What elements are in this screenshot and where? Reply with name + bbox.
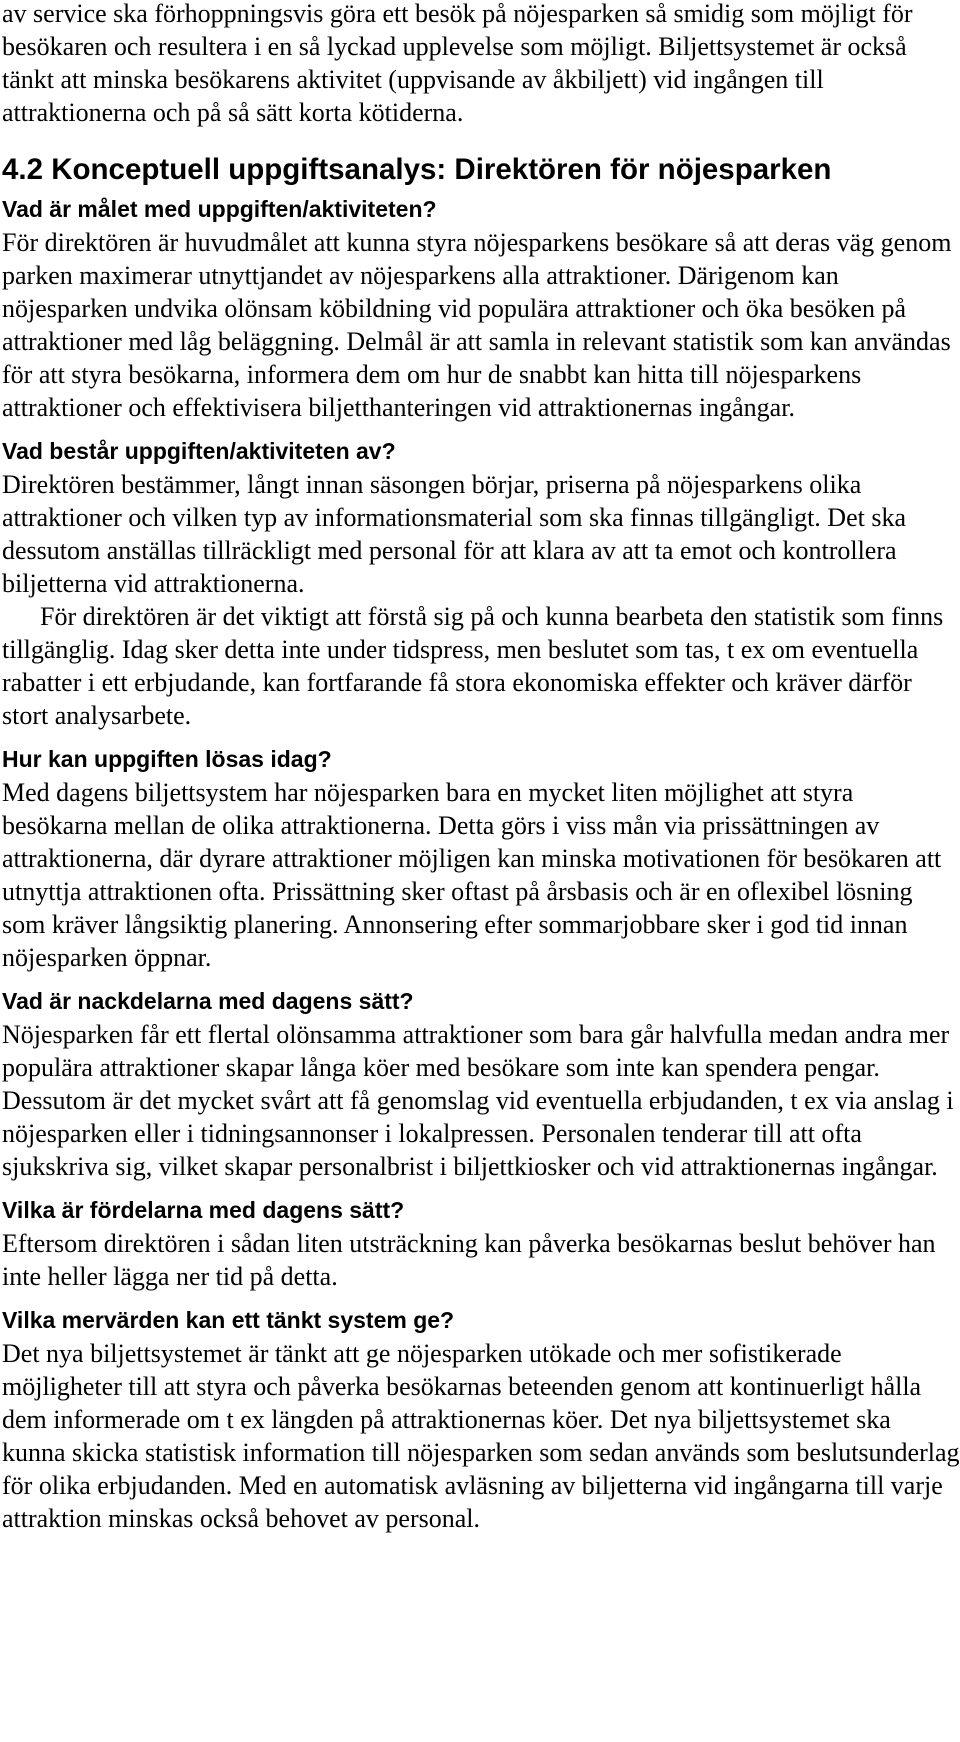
drawbacks-heading: Vad är nackdelarna med dagens sätt? xyxy=(2,988,414,1014)
task-paragraph-2: För direktören är det viktigt att förstå sig på och kunna bearbeta den statistik som finns tillgänglig. Idag sker detta inte under tidspress, men beslutet som tas, t ex om eventuella rabatter i ett erbjudande, kan fortfarande få stora ekonomiska effekter och kräver därför stort analysarbete. xyxy=(2,602,944,730)
advantages-heading: Vilka är fördelarna med dagens sätt? xyxy=(2,1197,405,1223)
section-title: 4.2 Konceptuell uppgiftsanalys: Direktören för nöjesparken xyxy=(2,153,832,186)
task-heading: Vad består uppgiften/aktiviteten av? xyxy=(2,438,396,464)
drawbacks-paragraph: Nöjesparken får ett flertal olönsamma attraktioner som bara går halvfulla medan andra mer populära attraktioner skapar långa köer med besökare som inte kan spendera pengar. Dessutom är det mycket svårt att få genomslag vid eventuella erbjudanden, t ex via anslag i nöjesparken eller i tidningsannonser i lokalpressen. Personalen tenderar till att ofta sjukskriva sig, vilket skapar personalbrist i biljettkiosker och vid attraktionernas ingångar. xyxy=(2,1020,954,1181)
today-paragraph: Med dagens biljettsystem har nöjesparken bara en mycket liten möjlighet att styra besökarna mellan de olika attraktionerna. Detta görs i viss mån via prissättningen av attraktionerna, där dyrare attraktioner möjligen kan minska motivationen för besökaren att utnyttja attraktionen ofta. Prissättning sker oftast på årsbasis och är en oflexibel lösning som kräver långsiktig planering. Annonsering efter sommarjobbare sker i god tid innan nöjesparken öppnar. xyxy=(2,778,942,972)
task-paragraph-1: Direktören bestämmer, långt innan säsongen börjar, priserna på nöjesparkens olika attraktioner och vilken typ av informationsmaterial som ska finnas tillgängligt. Det ska dessutom anställas tillräckligt med personal för att klara av att ta emot och kontrollera biljetterna vid attraktionerna. xyxy=(2,470,907,598)
goal-heading: Vad är målet med uppgiften/aktiviteten? xyxy=(2,196,437,222)
today-heading: Hur kan uppgiften lösas idag? xyxy=(2,746,332,772)
added-value-heading: Vilka mervärden kan ett tänkt system ge? xyxy=(2,1307,455,1333)
added-value-paragraph: Det nya biljettsystemet är tänkt att ge nöjesparken utökade och mer sofistikerade möjligheter till att styra och påverka besökarnas beteenden genom att kontinuerligt hålla dem informerade om t ex längden på attraktionernas köer. Det nya biljettsystemet ska kunna skicka statistisk information till nöjesparken som sedan används som beslutsunderlag för olika erbjudanden. Med en automatisk avläsning av biljetterna vid ingångarna till varje attraktion minskas också behovet av personal. xyxy=(2,1339,960,1533)
goal-paragraph: För direktören är huvudmålet att kunna styra nöjesparkens besökare så att deras väg genom parken maximerar utnyttjandet av nöjesparkens alla attraktioner. Därigenom kan nöjesparken undvika olönsam köbildning vid populära attraktioner och öka besöken på attraktioner med låg beläggning. Delmål är att samla in relevant statistik som kan användas för att styra besökarna, informera dem om hur de snabbt kan hitta till nöjesparkens attraktioner och effektivisera biljetthanteringen vid attraktionernas ingångar. xyxy=(2,228,952,422)
advantages-paragraph: Eftersom direktören i sådan liten utsträckning kan påverka besökarnas beslut behöver han inte heller lägga ner tid på detta. xyxy=(2,1229,936,1291)
intro-paragraph: av service ska förhoppningsvis göra ett besök på nöjesparken så smidig som möjligt för besökaren och resultera i en så lyckad upplevelse som möjligt. Biljettsystemet är också tänkt att minska besökarens aktivitet (uppvisande av åkbiljett) vid ingången till attraktionerna och på så sätt korta kötiderna. xyxy=(2,0,913,127)
